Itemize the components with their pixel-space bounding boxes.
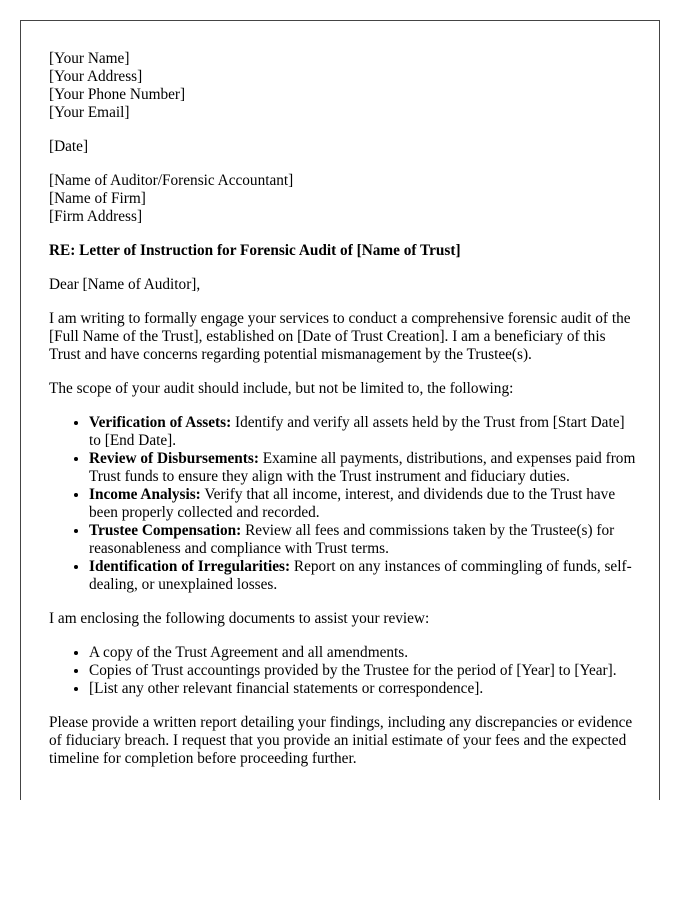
sender-phone: [Your Phone Number]	[49, 86, 186, 103]
recipient-address: [Firm Address]	[49, 208, 143, 225]
scope-intro: The scope of your audit should include, but not be limited to, the following:	[49, 380, 514, 397]
documents-list	[49, 644, 639, 698]
scope-item-text: Verify that all income, interest, and dividends due to the Trust have been properly collected and recorded.	[89, 486, 616, 521]
scope-item-term: Income Analysis:	[89, 486, 201, 503]
letter-body	[49, 50, 639, 784]
documents-intro: I am enclosing the following documents to assist your review:	[49, 610, 430, 627]
document-item: • Copies of Trust accountings provided by the Trustee for the period of [Year] to [Year].	[89, 662, 639, 680]
scope-item-text: Examine all payments, distributions, and expenses paid from Trust funds to ensure they align with the Trust instrument and fiduciary duties.	[89, 450, 636, 485]
document-item: • A copy of the Trust Agreement and all amendments.	[89, 644, 639, 662]
scope-item-term: Review of Disbursements:	[89, 450, 259, 467]
scope-item-term: Verification of Assets:	[89, 414, 232, 431]
letter-page	[20, 20, 660, 800]
sender-address: [Your Address]	[49, 68, 143, 85]
sender-email: [Your Email]	[49, 104, 130, 121]
subject-line: RE: Letter of Instruction for Forensic Audit of [Name of Trust]	[49, 242, 461, 259]
scope-item-term: Identification of Irregularities:	[89, 558, 291, 575]
scope-item	[89, 558, 639, 594]
intro-paragraph: I am writing to formally engage your services to conduct a comprehensive forensic audit of the [Full Name of the Trust], established on [Date of Trust Creation]. I am a beneficiary of this Trust and have concerns regarding potential mismanagement by the Trustee(s).	[49, 310, 631, 363]
salutation: Dear [Name of Auditor],	[49, 276, 201, 293]
scope-item	[89, 414, 639, 450]
scope-item-text: Identify and verify all assets held by the Trust from [Start Date] to [End Date].	[89, 414, 625, 449]
scope-item-text: Review all fees and commissions taken by the Trustee(s) for reasonableness and compliance with Trust terms.	[89, 522, 615, 557]
scope-item	[89, 486, 639, 522]
scope-item-term: Trustee Compensation:	[89, 522, 242, 539]
document-item: • [List any other relevant financial statements or correspondence].	[89, 680, 639, 698]
recipient-name: [Name of Auditor/Forensic Accountant]	[49, 172, 294, 189]
scope-item-text: Report on any instances of commingling of funds, self-dealing, or unexplained losses.	[89, 558, 632, 593]
scope-list	[49, 414, 639, 594]
scope-item	[89, 522, 639, 558]
recipient-block	[49, 172, 639, 226]
recipient-firm: [Name of Firm]	[49, 190, 146, 207]
sender-block	[49, 50, 639, 122]
closing-paragraph: Please provide a written report detailing your findings, including any discrepancies or evidence of fiduciary breach. I request that you provide an initial estimate of your fees and the expected timeline for completion before proceeding further.	[49, 714, 633, 767]
sender-name: [Your Name]	[49, 50, 130, 67]
date-line: [Date]	[49, 138, 89, 155]
scope-item	[89, 450, 639, 486]
